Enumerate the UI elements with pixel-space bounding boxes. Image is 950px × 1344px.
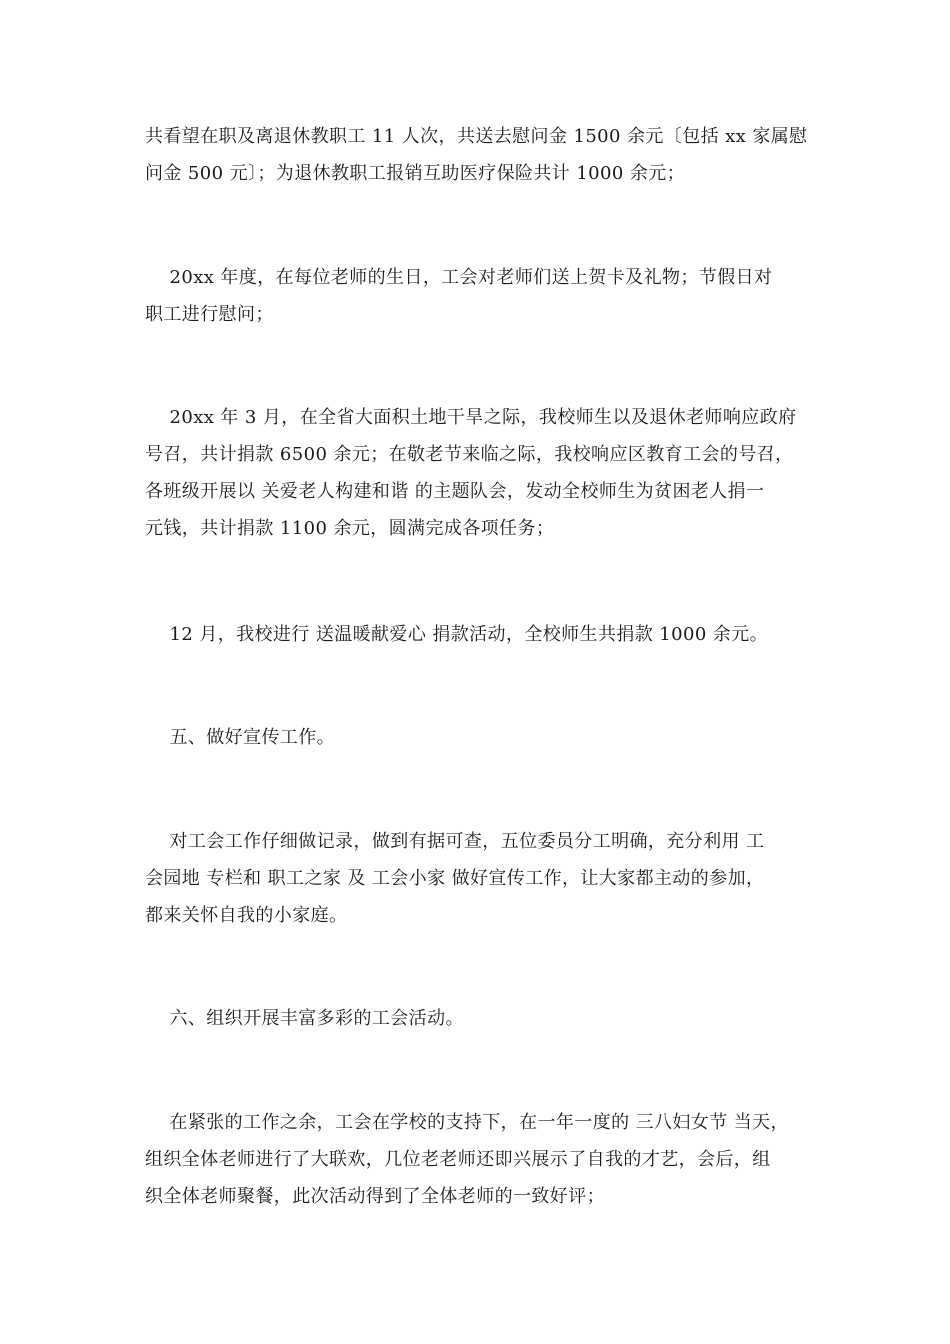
paragraph-womens-day-activity (145, 1104, 825, 1215)
text-line: 会园地 专栏和 职工之家 及 工会小家 做好宣传工作，让大家都主动的参加， (145, 868, 765, 889)
text-line: 共看望在职及离退休教职工 11 人次，共送去慰问金 1500 余元〔包括 xx 家属慰 (145, 126, 808, 147)
text-line: 都来关怀自我的小家庭。 (145, 905, 348, 926)
text-line: 对工会工作仔细做记录，做到有据可查，五位委员分工明确，充分利用 工 (145, 831, 765, 852)
section-heading-publicity (145, 719, 825, 756)
text-line: 在紧张的工作之余，工会在学校的支持下，在一年一度的 三八妇女节 当天， (145, 1112, 789, 1133)
text-line: 12 月，我校进行 送温暖献爱心 捐款活动，全校师生共捐款 1000 余元。 (145, 624, 769, 645)
paragraph-december-donation (145, 616, 825, 653)
paragraph-birthday-greetings (145, 259, 825, 333)
paragraph-publicity-work (145, 823, 825, 934)
text-line: 织全体老师聚餐，此次活动得到了全体老师的一致好评； (145, 1186, 605, 1207)
text-line: 20xx 年 3 月，在全省大面积土地干旱之际，我校师生以及退休老师响应政府 (145, 407, 797, 428)
text-line: 职工进行慰问； (145, 304, 274, 325)
text-line: 20xx 年度，在每位老师的生日，工会对老师们送上贺卡及礼物；节假日对 (145, 267, 773, 288)
section-heading: 五、做好宣传工作。 (145, 727, 336, 748)
paragraph-condolence-visits (145, 118, 825, 192)
text-line: 各班级开展以 关爱老人构建和谐 的主题队会，发动全校师生为贫困老人捐一 (145, 481, 765, 502)
section-heading: 六、组织开展丰富多彩的工会活动。 (145, 1008, 464, 1029)
text-line: 号召，共计捐款 6500 余元；在敬老节来临之际，我校响应区教育工会的号召， (145, 444, 794, 465)
paragraph-donations (145, 399, 825, 547)
text-line: 问金 500 元〕；为退休教职工报销互助医疗保险共计 1000 余元； (145, 163, 686, 184)
text-line: 元钱，共计捐款 1100 余元，圆满完成各项任务； (145, 518, 555, 539)
text-line: 组织全体老师进行了大联欢，几位老老师还即兴展示了自我的才艺，会后，组 (145, 1149, 771, 1170)
section-heading-activities (145, 1000, 825, 1037)
